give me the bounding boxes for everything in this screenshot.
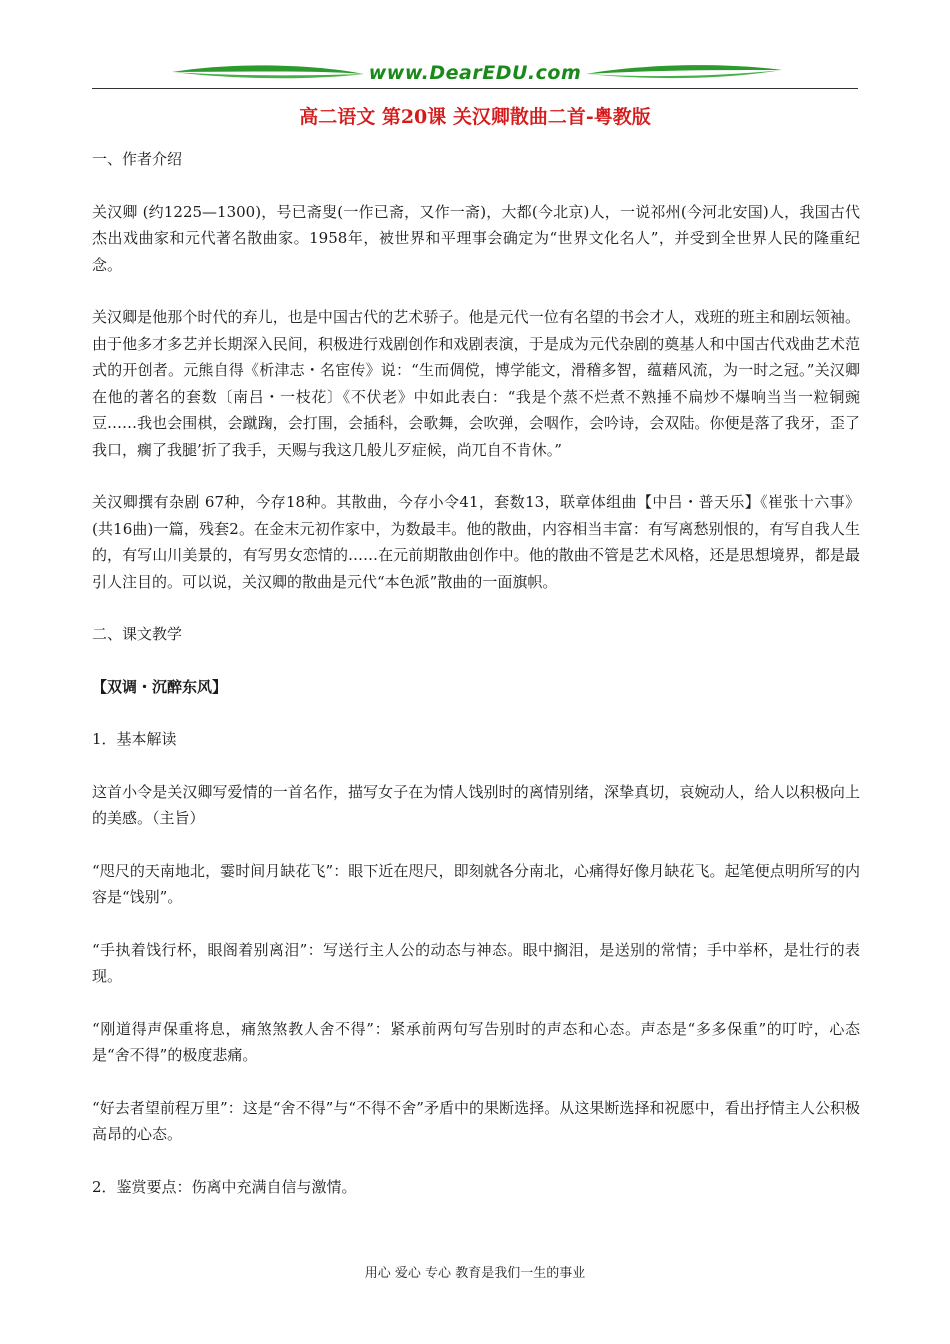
body-paragraph: 一、作者介绍: [92, 150, 183, 168]
body-paragraph: 1．基本解读: [92, 730, 177, 748]
body-paragraph: “手执着饯行杯，眼阁着别离泪”：写送行主人公的动态与神态。眼中搁泪，是送别的常情；手中举杯，是壮行的表现。: [92, 940, 860, 985]
footer-slogan: 用心 爱心 专心 教育是我们一生的事业: [364, 1266, 586, 1281]
site-banner: [92, 58, 858, 90]
body-paragraph: 2．鉴赏要点：伤离中充满自信与激情。: [92, 1177, 357, 1196]
document-body: [92, 146, 860, 1226]
body-paragraph: 这首小令是关汉卿写爱情的一首名作，描写女子在为情人饯别时的离情别绪，深挚真切，哀婉动人，给人以积极向上的美感。（主旨）: [92, 782, 860, 827]
document-title: 高二语文 第20课 关汉卿散曲二首-粤教版: [299, 106, 651, 128]
body-paragraph: “好去者望前程万里”：这是“舍不得”与“不得不舍”矛盾中的果断选择。从这果断选择和祝愿中，看出抒情主人公积极高昂的心态。: [92, 1098, 860, 1143]
body-paragraph: “刚道得声保重将息，痛煞煞教人舍不得”：紧承前两句写告别时的声态和心态。声态是“多多保重”的叮咛，心态是“舍不得”的极度悲痛。: [92, 1019, 860, 1064]
body-paragraph: 关汉卿 (约1225—1300)，号已斋叟(一作已斋，又作一斋)，大都(今北京)人，一说祁州(今河北安国)人，我国古代杰出戏曲家和元代著名散曲家。1958年，被世界和平理事会确定为“世界文化名人”，并受到全世界人民的隆重纪念。: [92, 202, 860, 274]
section-heading: 【双调・沉醉东风】: [92, 677, 228, 696]
body-paragraph: 关汉卿撰有杂剧 67种，今存18种。其散曲，今存小令41，套数13，联章体组曲【中吕・普天乐】《崔张十六事》(共16曲)一篇，残套2。在金末元初作家中，为数最丰。他的散曲，内容相当丰富：有写离愁别恨的，有写自我人生的，有写山川美景的，有写男女恋情的……在元前期散曲创作中。他的散曲不管是艺术风格，还是思想境界，都是最引人注目的。可以说，关汉卿的散曲是元代“本色派”散曲的一面旗帜。: [92, 493, 860, 591]
body-paragraph: 关汉卿是他那个时代的弃儿，也是中国古代的艺术骄子。他是元代一位有名望的书会才人，戏班的班主和剧坛领袖。由于他多才多艺并长期深入民间，积极进行戏剧创作和戏剧表演，于是成为元代杂剧的奠基人和中国古代戏曲艺术范式的开创者。元熊自得《析津志・名宦传》说：“生而倜傥，博学能文，滑稽多智，蕴藉风流，为一时之冠。”关汉卿在他的著名的套数〔南吕・一枝花〕《不伏老》中如此表白：“我是个蒸不烂煮不熟捶不扁炒不爆响当当一粒铜豌豆……我也会围棋，会蹴踘，会打围，会插科，会歌舞，会吹弹，会咽作，会吟诗，会双陆。你便是落了我牙，歪了我口，瘸了我腿’折了我手，天赐与我这几般儿歹症候，尚兀自不肯休。”: [92, 308, 860, 459]
body-paragraph: “咫尺的天南地北，霎时间月缺花飞”：眼下近在咫尺，即刻就各分南北，心痛得好像月缺花飞。起笔便点明所写的内容是“饯别”。: [92, 861, 860, 906]
site-logo-text: www.DearEDU.com: [368, 62, 582, 84]
body-paragraph: 二、课文教学: [92, 625, 183, 643]
header-divider: [92, 88, 858, 89]
